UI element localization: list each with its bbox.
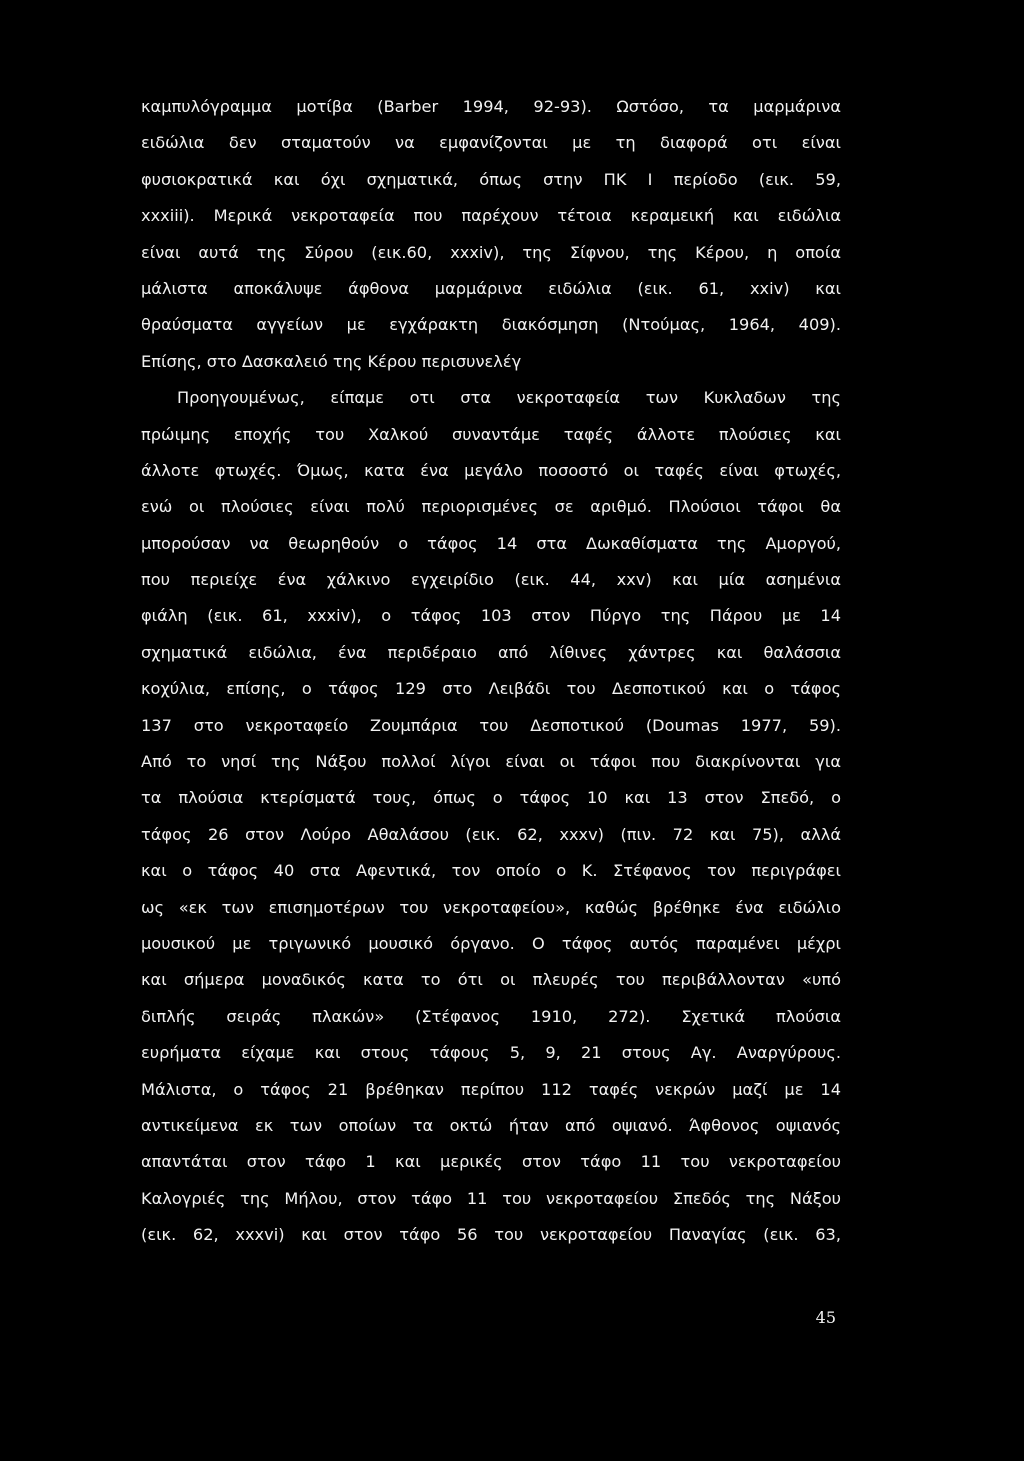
text-line: αντικείμενα εκ των οποίων τα οκτώ ήταν από οψιανό. Άφθονος οψιανός: [141, 1115, 841, 1135]
text-line: σχηματικά ειδώλια, ένα περιδέραιο από λίθινες χάντρες και θαλάσσια: [141, 642, 841, 662]
text-line: μουσικού με τριγωνικό μουσικό όργανο. Ο τάφος αυτός παραμένει μέχρι: [141, 933, 841, 953]
text-line: τα πλούσια κτερίσματά τους, όπως ο τάφος 10 και 13 στον Σπεδό, ο: [141, 788, 841, 808]
text-line: ειδώλια δεν σταματούν να εμφανίζονται με τη διαφορά οτι είναι: [141, 133, 841, 153]
text-line: Από το νησί της Νάξου πολλοί λίγοι είναι οι τάφοι που διακρίνονται για: [141, 752, 841, 772]
text-line: μάλιστα αποκάλυψε άφθονα μαρμάρινα ειδώλια (εικ. 61, xxiv) και: [141, 278, 841, 298]
text-line: κοχύλια, επίσης, ο τάφος 129 στο Λειβάδι του Δεσποτικού και ο τάφος: [141, 679, 841, 699]
text-line: άλλοτε φτωχές. Όμως, κατα ένα μεγάλο ποσοστό οι ταφές είναι φτωχές,: [141, 460, 841, 480]
text-line: φιάλη (εικ. 61, xxxiv), ο τάφος 103 στον Πύργο της Πάρου με 14: [141, 606, 841, 626]
text-line: ως «εκ των επισημοτέρων του νεκροταφείου», καθώς βρέθηκε ένα ειδώλιο: [141, 897, 841, 917]
text-line: και ο τάφος 40 στα Αφεντικά, τον οποίο ο Κ. Στέφανος τον περιγράφει: [141, 861, 841, 881]
text-line: φυσιοκρατικά και όχι σχηματικά, όπως στην ΠΚ Ι περίοδο (εικ. 59,: [141, 169, 841, 189]
text-line: 137 στο νεκροταφείο Ζουμπάρια του Δεσποτικού (Doumas 1977, 59).: [141, 715, 841, 735]
page-number: 45: [815, 1308, 836, 1327]
text-line: xxxiii). Μερικά νεκροταφεία που παρέχουν τέτοια κεραμεική και ειδώλια: [141, 206, 841, 226]
text-line: που περιείχε ένα χάλκινο εγχειρίδιο (εικ. 44, xxv) και μία ασημένια: [141, 570, 841, 590]
text-line: μπορούσαν να θεωρηθούν ο τάφος 14 στα Δωκαθίσματα της Αμοργού,: [141, 533, 841, 553]
text-line: διπλής σειράς πλακών» (Στέφανος 1910, 272). Σχετικά πλούσια: [141, 1006, 841, 1026]
paragraph-first-line: Προηγουμένως, είπαμε οτι στα νεκροταφεία των Κυκλαδων της: [177, 388, 841, 408]
text-line: και σήμερα μοναδικός κατα το ότι οι πλευρές του περιβάλλονταν «υπό: [141, 970, 841, 990]
text-line: τάφος 26 στον Λούρο Αθαλάσου (εικ. 62, xxxv) (πιν. 72 και 75), αλλά: [141, 824, 841, 844]
text-line: Επίσης, στο Δασκαλειό της Κέρου περισυνελέγ: [141, 351, 522, 371]
text-line: Καλογριές της Μήλου, στον τάφο 11 του νεκροταφείου Σπεδός της Νάξου: [141, 1188, 841, 1208]
text-line: (εικ. 62, xxxvi) και στον τάφο 56 του νεκροταφείου Παναγίας (εικ. 63,: [141, 1225, 841, 1245]
text-line: ευρήματα είχαμε και στους τάφους 5, 9, 21 στους Αγ. Αναργύρους.: [141, 1043, 841, 1063]
text-line: απαντάται στον τάφο 1 και μερικές στον τάφο 11 του νεκροταφείου: [141, 1152, 841, 1172]
body-text: [141, 89, 841, 1254]
text-line: καμπυλόγραμμα μοτίβα (Barber 1994, 92-93). Ωστόσο, τα μαρμάρινα: [141, 97, 841, 116]
text-line: θραύσματα αγγείων με εγχάρακτη διακόσμηση (Ντούμας, 1964, 409).: [141, 315, 841, 335]
text-line: είναι αυτά της Σύρου (εικ.60, xxxiv), της Σίφνου, της Κέρου, η οποία: [141, 242, 841, 262]
text-line: Μάλιστα, ο τάφος 21 βρέθηκαν περίπου 112 ταφές νεκρών μαζί με 14: [141, 1079, 841, 1099]
text-line: πρώιμης εποχής του Χαλκού συναντάμε ταφές άλλοτε πλούσιες και: [141, 424, 841, 444]
text-line: ενώ οι πλούσιες είναι πολύ περιορισμένες σε αριθμό. Πλούσιοι τάφοι θα: [141, 497, 841, 517]
